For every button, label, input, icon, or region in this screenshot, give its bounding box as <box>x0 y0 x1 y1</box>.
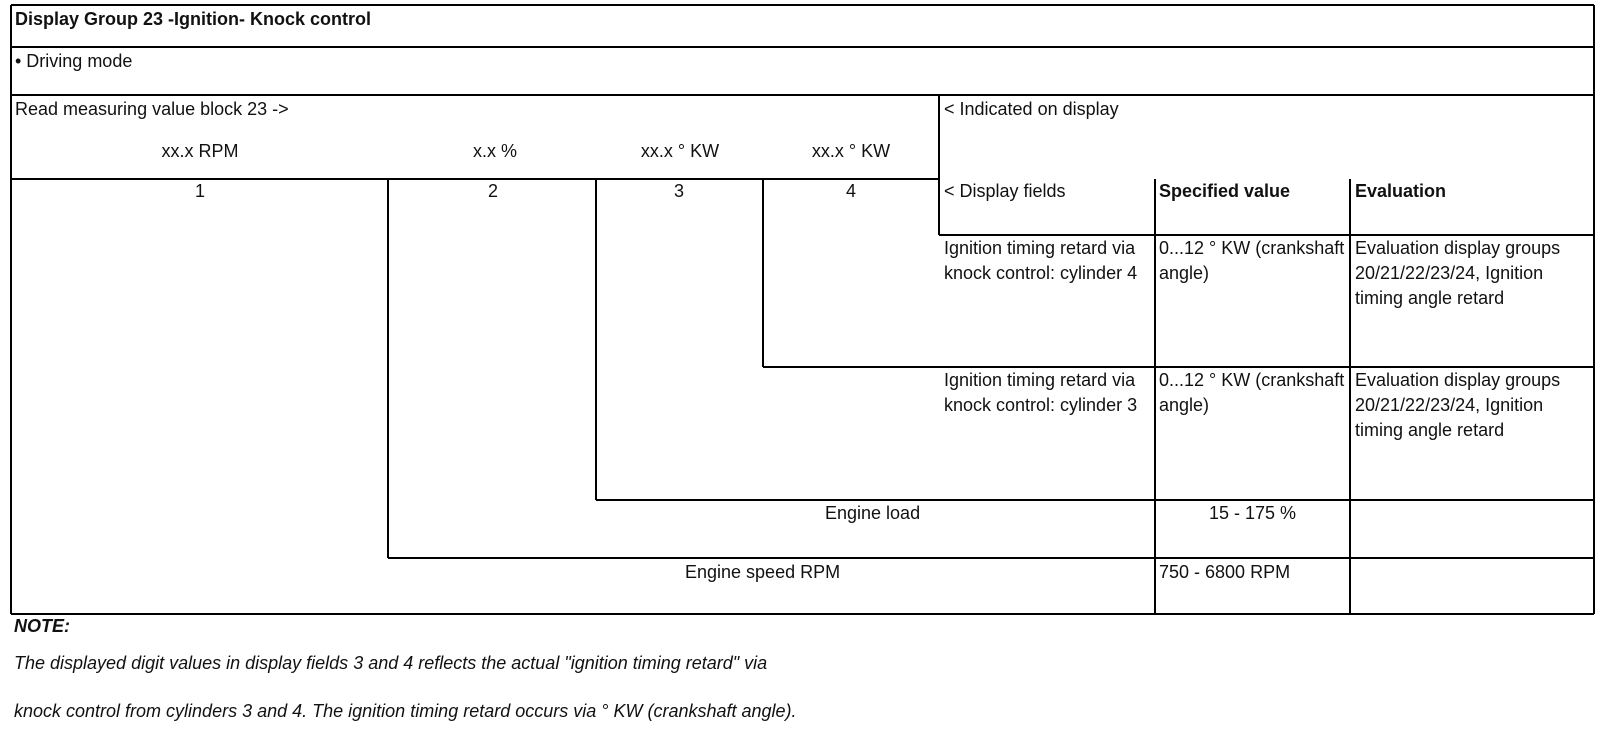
row-evaluation-cyl3: Evaluation display groups 20/21/22/23/24, Ignition timing angle retard <box>1355 370 1561 440</box>
row-field-engine-load: Engine load <box>825 503 921 523</box>
field-number-4: 4 <box>845 181 856 201</box>
row-field-cyl4: Ignition timing retard via knock control: cylinder 4 <box>944 238 1138 283</box>
row-field-cyl3: Ignition timing retard via knock control: cylinder 3 <box>944 370 1138 415</box>
field-number-1: 1 <box>194 181 205 201</box>
display-value-1: xx.x RPM <box>161 141 239 161</box>
row-specified-engine-load: 15 - 175 % <box>1208 503 1297 523</box>
display-value-2: x.x % <box>472 141 517 161</box>
driving-mode-label: • Driving mode <box>15 51 133 71</box>
note-title: NOTE: <box>14 616 70 636</box>
page-title: Display Group 23 -Ignition- Knock control <box>15 9 372 29</box>
field-number-3: 3 <box>673 181 684 201</box>
display-value-4: xx.x ° KW <box>811 141 891 161</box>
row-specified-engine-speed: 750 - 6800 RPM <box>1159 562 1291 582</box>
display-value-3: xx.x ° KW <box>640 141 720 161</box>
row-specified-cyl4: 0...12 ° KW (crankshaft angle) <box>1159 238 1345 283</box>
column-display-fields: < Display fields <box>944 181 1066 201</box>
read-block-label: Read measuring value block 23 -> <box>15 99 289 119</box>
note-line-1: The displayed digit values in display fields 3 and 4 reflects the actual "ignition timing retard" via <box>14 653 768 673</box>
column-specified-value: Specified value <box>1159 181 1291 201</box>
column-evaluation: Evaluation <box>1355 181 1447 201</box>
note-line-2: knock control from cylinders 3 and 4. The ignition timing retard occurs via ° KW (crankshaft angle). <box>14 701 797 721</box>
row-field-engine-speed: Engine speed RPM <box>685 562 841 582</box>
row-evaluation-cyl4: Evaluation display groups 20/21/22/23/24, Ignition timing angle retard <box>1355 238 1561 308</box>
field-number-2: 2 <box>487 181 498 201</box>
row-specified-cyl3: 0...12 ° KW (crankshaft angle) <box>1159 370 1345 415</box>
indicated-label: < Indicated on display <box>944 99 1119 119</box>
